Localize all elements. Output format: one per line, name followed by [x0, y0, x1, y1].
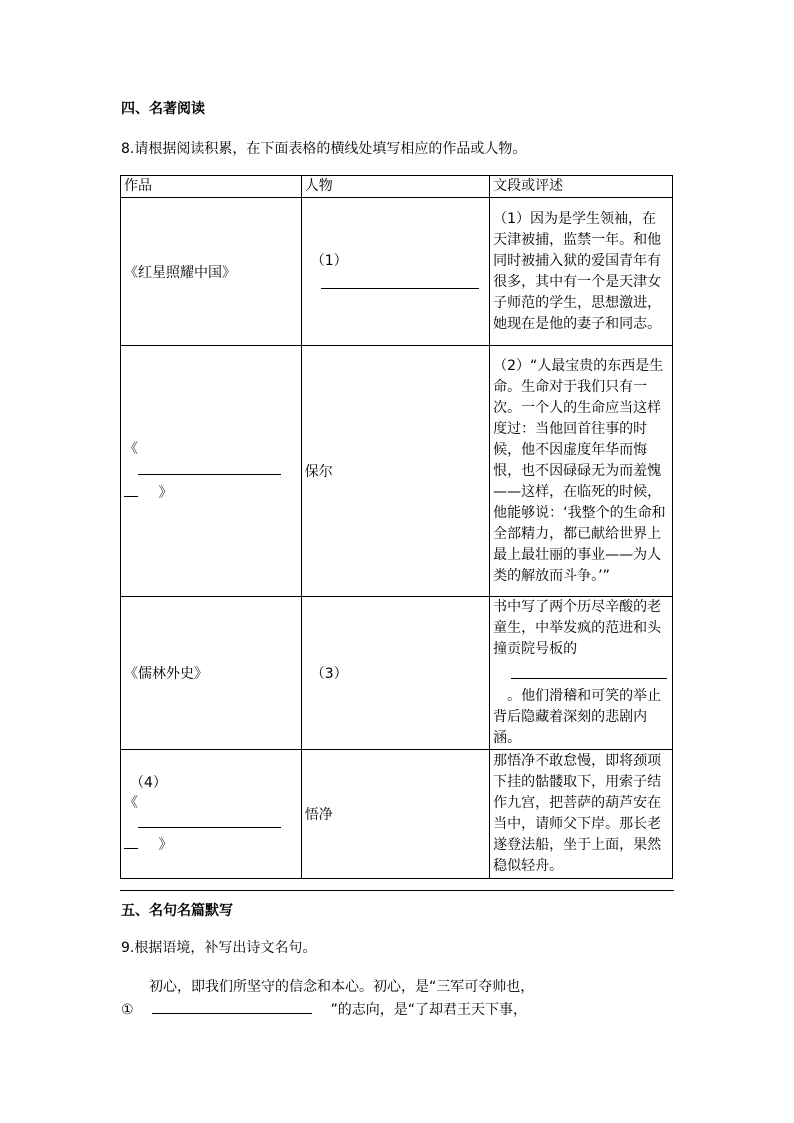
- answer-blank-1[interactable]: [321, 274, 479, 289]
- reading-table: [120, 175, 673, 879]
- person-name: 悟净: [304, 807, 333, 823]
- work-title: 《儒林外史》: [124, 666, 208, 682]
- section-title-reading: 四、名著阅读: [121, 101, 205, 117]
- work-title: 《红星照耀中国》: [124, 264, 236, 281]
- table-row: [121, 346, 673, 597]
- comment-text: （2）“人最宝贵的东西是生命。生命对于我们只有一次。一个人的生命应当这样度过：当他回首往事的时候，他不因虚度年华而悔恨，也不因碌碌无为而羞愧——这样，在临死的时候，他能够说：‘我整个的生命和全部精力，都已献给世界上最上最壮丽的事业——为人类的解放而斗争。’”: [493, 357, 666, 584]
- paragraph-line-1: 初心，即我们所坚守的信念和本心。初心，是“三军可夺帅也，: [149, 979, 535, 995]
- header-comment: 文段或评述: [490, 176, 673, 198]
- comment-cell: [490, 198, 673, 346]
- work-cell: [121, 198, 302, 346]
- work-cell: [121, 750, 302, 879]
- section-divider: [120, 890, 674, 891]
- comment-text-b: 。他们滑稽和可笑的举止背后隐藏着深刻的悲剧内涵。: [493, 688, 662, 746]
- person-cell: [301, 597, 489, 750]
- header-work: 作品: [121, 176, 302, 198]
- person-cell: [301, 198, 489, 346]
- question-8-prompt: 8.请根据阅读积累，在下面表格的横线处填写相应的作品或人物。: [121, 141, 527, 157]
- work-cell: [121, 597, 302, 750]
- blank-marker: （4）: [130, 775, 167, 791]
- paragraph-line-2: [121, 999, 527, 1019]
- answer-blank-3[interactable]: [511, 664, 667, 679]
- book-mark-close: 》: [158, 485, 173, 501]
- work-cell: [121, 346, 302, 597]
- blank-marker-circled-1: ①: [121, 1002, 134, 1018]
- answer-blank-2-cont[interactable]: [124, 482, 138, 497]
- blank-marker: （1）: [310, 253, 348, 269]
- comment-text: （1）因为是学生领袖，在天津被捕，监禁一年。和他同时被捕入狱的爱国青年有很多，其中有一个是天津女子师范的学生，思想激进，她现在是他的妻子和同志。: [493, 210, 662, 332]
- header-person: 人物: [301, 176, 489, 198]
- table-row: [121, 750, 673, 879]
- comment-cell: [490, 597, 673, 750]
- person-cell: [301, 750, 489, 879]
- answer-blank-4[interactable]: [138, 813, 281, 828]
- person-name: 保尔: [304, 464, 333, 480]
- paragraph-line-2-text: ”的志向，是“了却君王天下事，: [330, 1002, 527, 1018]
- question-9-prompt: 9.根据语境，补写出诗文名句。: [121, 940, 317, 956]
- section-title-recitation: 五、名句名篇默写: [121, 903, 233, 919]
- answer-blank-q9-1[interactable]: [152, 999, 312, 1014]
- book-mark-close: 》: [158, 837, 173, 853]
- person-cell: [301, 346, 489, 597]
- blank-marker: （3）: [310, 666, 348, 682]
- answer-blank-2[interactable]: [138, 460, 281, 475]
- table-row: [121, 597, 673, 750]
- comment-text: 那悟净不敢怠慢，即将颈项下挂的骷髅取下，用索子结作九宫，把菩萨的葫芦安在当中，请师父下岸。那长老遂登法船，坐于上面，果然稳似轻舟。: [493, 753, 662, 874]
- table-header-row: [121, 176, 673, 198]
- table-row: [121, 198, 673, 346]
- comment-cell: [490, 750, 673, 879]
- comment-cell: [490, 346, 673, 597]
- book-mark-open: 《: [124, 795, 138, 811]
- comment-text-a: 书中写了两个历尽辛酸的老童生，中举发疯的范进和头撞贡院号板的: [493, 599, 662, 657]
- answer-blank-4-cont[interactable]: [124, 834, 138, 849]
- book-mark-open: 《: [124, 441, 138, 457]
